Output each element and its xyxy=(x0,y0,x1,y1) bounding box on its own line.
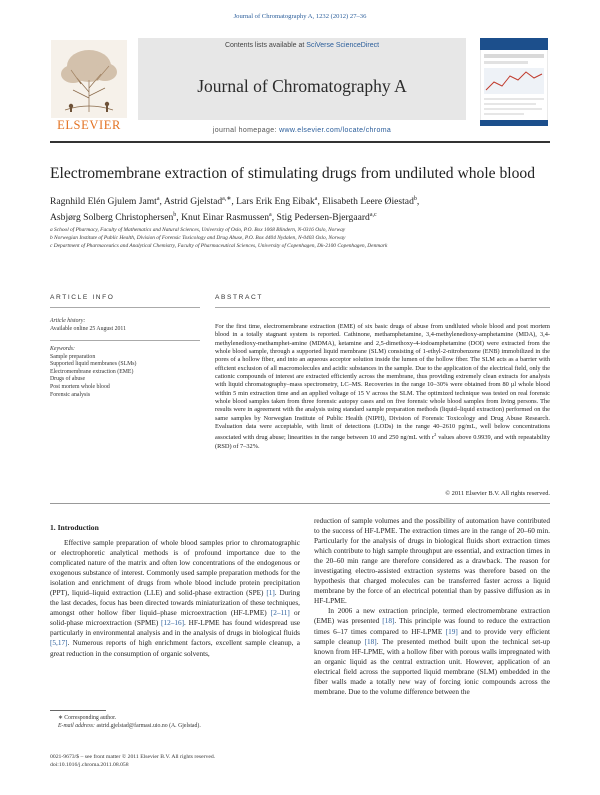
keywords-rule xyxy=(50,340,200,341)
author-name[interactable]: Lars Erik Eng Eibak xyxy=(236,196,315,208)
issn-line: 0021-9673/$ – see front matter © 2011 Elsevier B.V. All rights reserved. xyxy=(50,754,216,760)
homepage-link[interactable]: www.elsevier.com/locate/chroma xyxy=(279,127,392,134)
journal-title: Journal of Chromatography A xyxy=(197,76,407,96)
keyword-item: Drugs of abuse xyxy=(50,376,86,383)
intro-paragraph: Effective sample preparation of whole blood samples prior to chromatographic or electrophoretic analytical methods is of profound importance due to the complicated nature of the matrix and often low concentrations of the endogenous or exogenous substance of interest. Commonly used sample preparation methods for the isolation and enrichment of drugs from whole blood include protein precipitation (PPT), liquid–liquid extraction (LLE) and solid-phase extraction (SPE) [1]. During the last decades, focus has been directed towards miniaturization of these techniques, amongst other hollow fiber liquid–phase microextraction (HF-LPME) [2–11] or solid-phase microextraction (SPME) [12–16]. HF-LPME has found widespread use particularly in environmental analysis and in the analysis of drugs in biological fluids [5,17]. Numerous reports of high enrichment factors, excellent sample cleanup, a great reduction in the consumption of organic solvents, xyxy=(50,539,300,658)
affiliation-item: c Department of Pharmaceutics and Analytical Chemistry, Faculty of Pharmaceutical Sciences, University of Copenhagen, Dk-2100 Copenhagen, Denmark xyxy=(50,243,388,249)
author-name[interactable]: Knut Einar Rasmussen xyxy=(181,211,270,223)
footnotes xyxy=(50,714,300,730)
citation-link[interactable]: [12–16] xyxy=(161,619,184,628)
keyword-item: Sample preparation xyxy=(50,353,96,360)
article-info-heading: ARTICLE INFO xyxy=(50,294,115,301)
keywords-label: Keywords: xyxy=(50,346,75,352)
citation-link[interactable]: [18] xyxy=(364,637,377,646)
keyword-item: Post mortem whole blood xyxy=(50,383,110,390)
page-footer xyxy=(50,754,310,770)
elsevier-logo[interactable] xyxy=(51,40,127,132)
article-info-rule xyxy=(50,307,200,308)
email-label: E-mail address: xyxy=(58,723,97,729)
author-name[interactable]: Astrid Gjelstad xyxy=(163,196,223,208)
section-heading-introduction: 1. Introduction xyxy=(50,523,99,532)
citation-link[interactable]: [2–11] xyxy=(270,609,290,618)
doi-link[interactable]: doi:10.1016/j.chroma.2011.08.058 xyxy=(50,761,129,768)
abstract-bottom-rule xyxy=(50,503,550,504)
keyword-item: Forensic analysis xyxy=(50,391,91,398)
email-link[interactable]: astrid.gjelstad@farmasi.uio.no (A. Gjelstad). xyxy=(96,723,201,729)
contents-prefix: Contents lists available at xyxy=(224,42,307,49)
homepage-prefix: journal homepage: xyxy=(212,127,280,134)
author-name[interactable]: Asbjørg Solberg Christophersen xyxy=(50,211,174,223)
author-name[interactable]: Elisabeth Leere Øiestad xyxy=(322,196,414,208)
contents-line xyxy=(138,42,466,49)
author-list: Ragnhild Elén Gjulem Jamt$^a$, Astrid Gjelstad$^{a,∗}$, Lars Erik Eng Eibak$^a$, Elisabeth Leere Øiestad$^b$, Asbjørg Solberg Christophersen$^b$, Knut Einar Rasmussen$^a$, Stig Pedersen-Bjergaard$^{a,c}$ xyxy=(50,196,420,223)
author-name[interactable]: Ragnhild Elén Gjulem Jamt xyxy=(50,196,157,208)
author-affil-marker[interactable]: a,c xyxy=(369,211,377,218)
abstract-text: For the first time, electromembrane extraction (EME) of six basic drugs of abuse from undiluted whole blood and post mortem blood in a totally stagnant system is reported. Cathinone, methamphetamine, 3,4-methylenedioxy-amphetamine (MDA), 3,4-methylenedioxy-methamphet-amine (MDMA), ketamine and 2,5-dimethoxy-4-iodoamphetamine (DOI) were extracted from the whole blood sample, through a supported liquid membrane (SLM) consisting of 1-ethyl-2-nitrobenzene (ENB) immobilized in the pores of a hollow fiber, and into an aqueous acceptor solution inside the lumen of the hollow fiber. The SLM acts as a barrier with efficient exclusion of all macromolecules and acidic substances in the sample. Due to the application of the electrical field, only the cationic compounds of interest are extracted efficiently across the membrane, thus providing extremely clean extracts for analysis with liquid chromatography–mass spectrometry, LC–MS. Recoveries in the range 10–30% were obtained from 80 µl whole blood within 5 min extraction time and an applied voltage of 15 V across the SLM. The optimized technique was tested on real forensic whole blood samples taken from three forensic autopsy cases and on five forensic whole blood samples from living persons. The results were in agreement with the analysis using standard sample preparation methods (liquid–liquid extraction) performed on the same samples by Norwegian Institute of Public Health (NIPH), Division of Forensic Toxicology and Drug Abuse Research. Evaluation data were acceptable, with limit of detections (LODs) in the range 40–2610 pg/mL, well below concentrations associated with drug abuse; linearities in the range between 10 and 250 ng/mL with $r^2$ values above 0.9939, and with repeatability (RSD) of 7–32%. xyxy=(215,323,550,450)
corresponding-author-note: ∗ Corresponding author. xyxy=(58,715,117,721)
keywords-block xyxy=(50,346,200,399)
email-note xyxy=(50,722,300,730)
author-affil-marker[interactable]: a xyxy=(156,196,160,202)
article-history xyxy=(50,318,200,333)
intro-paragraph: reduction of sample volumes and the possibility of automation have contributed to the success of HF-LPME. The extraction times are in the range of 20–60 min. Particularly for the analysis of drugs in biological fluids short extraction times which contribute to high sample throughput are essential, and extraction times in the 20–60 min range are therefore considered as a drawback. The reason for investigating electro-assisted extraction systems was therefore based on the hypothesis that charged molecules can be transferred faster across a liquid membrane by the force of an electrical potential than by passive diffusion as in HF-LPME. xyxy=(314,517,550,606)
intro-paragraph: In 2006 a new extraction principle, termed electromembrane extraction (EME) was presented [18]. This principle was found to reduce the extraction times 6–17 times compared to HF-LPME [19] and to provide very efficient sample cleanup [18]. The presented method built upon the technical set-up known from HF-LPME, with a hollow fiber with porous walls impregnated with an organic liquid as the central extraction unit. However, application of an electrical field across the supported liquid membrane (SLM) embedded in the fiber walls made a totally new way of forcing ionic compounds across the membrane. Due to the volume difference between the xyxy=(314,607,551,696)
intro-right-column xyxy=(314,516,550,697)
intro-left-column xyxy=(50,538,300,659)
author-affil-marker[interactable]: a,∗ xyxy=(222,196,232,202)
affiliation-item: a School of Pharmacy, Faculty of Mathematics and Natural Sciences, University of Oslo, P.O. Box 1068 Blindern, N-0316 Oslo, Norway xyxy=(50,227,346,233)
header-divider xyxy=(50,141,550,143)
article-title: Electromembrane extraction of stimulating drugs from undiluted whole blood xyxy=(50,165,536,182)
history-label: Article history: xyxy=(50,318,86,324)
elsevier-wordmark: ELSEVIER xyxy=(57,118,121,132)
sciencedirect-link[interactable]: SciVerse ScienceDirect xyxy=(306,42,380,49)
author-name[interactable]: Stig Pedersen-Bjergaard xyxy=(276,211,370,223)
footnote-divider xyxy=(50,710,106,711)
abstract-rule xyxy=(215,307,550,308)
affiliation-item: b Norwegian Institute of Public Health, Division of Forensic Toxicology and Drug Abuse, P.O. Box 4404 Nydalen, N-0403 Oslo, Norway xyxy=(50,235,346,241)
journal-cover-thumbnail[interactable] xyxy=(480,38,548,126)
copyright-notice: © 2011 Elsevier B.V. All rights reserved. xyxy=(445,490,550,497)
author-affil-marker[interactable]: b xyxy=(413,196,417,202)
citation-link[interactable]: [18] xyxy=(382,617,395,626)
citation-link[interactable]: [19] xyxy=(445,627,458,636)
author-affil-marker[interactable]: a xyxy=(269,211,272,218)
journal-reference[interactable]: Journal of Chromatography A, 1232 (2012) 27–36 xyxy=(233,13,367,20)
keyword-item: Electromembrane extraction (EME) xyxy=(50,368,134,375)
journal-homepage xyxy=(138,127,466,134)
history-value: Available online 25 August 2011 xyxy=(50,325,126,332)
affiliations xyxy=(50,226,550,250)
abstract-heading: ABSTRACT xyxy=(215,294,263,301)
author-affil-marker[interactable]: a xyxy=(314,196,318,202)
keyword-item: Supported liquid membranes (SLMs) xyxy=(50,361,137,368)
citation-link[interactable]: [5,17] xyxy=(50,639,68,648)
author-affil-marker[interactable]: b xyxy=(173,211,177,218)
citation-link[interactable]: [1] xyxy=(266,589,275,598)
